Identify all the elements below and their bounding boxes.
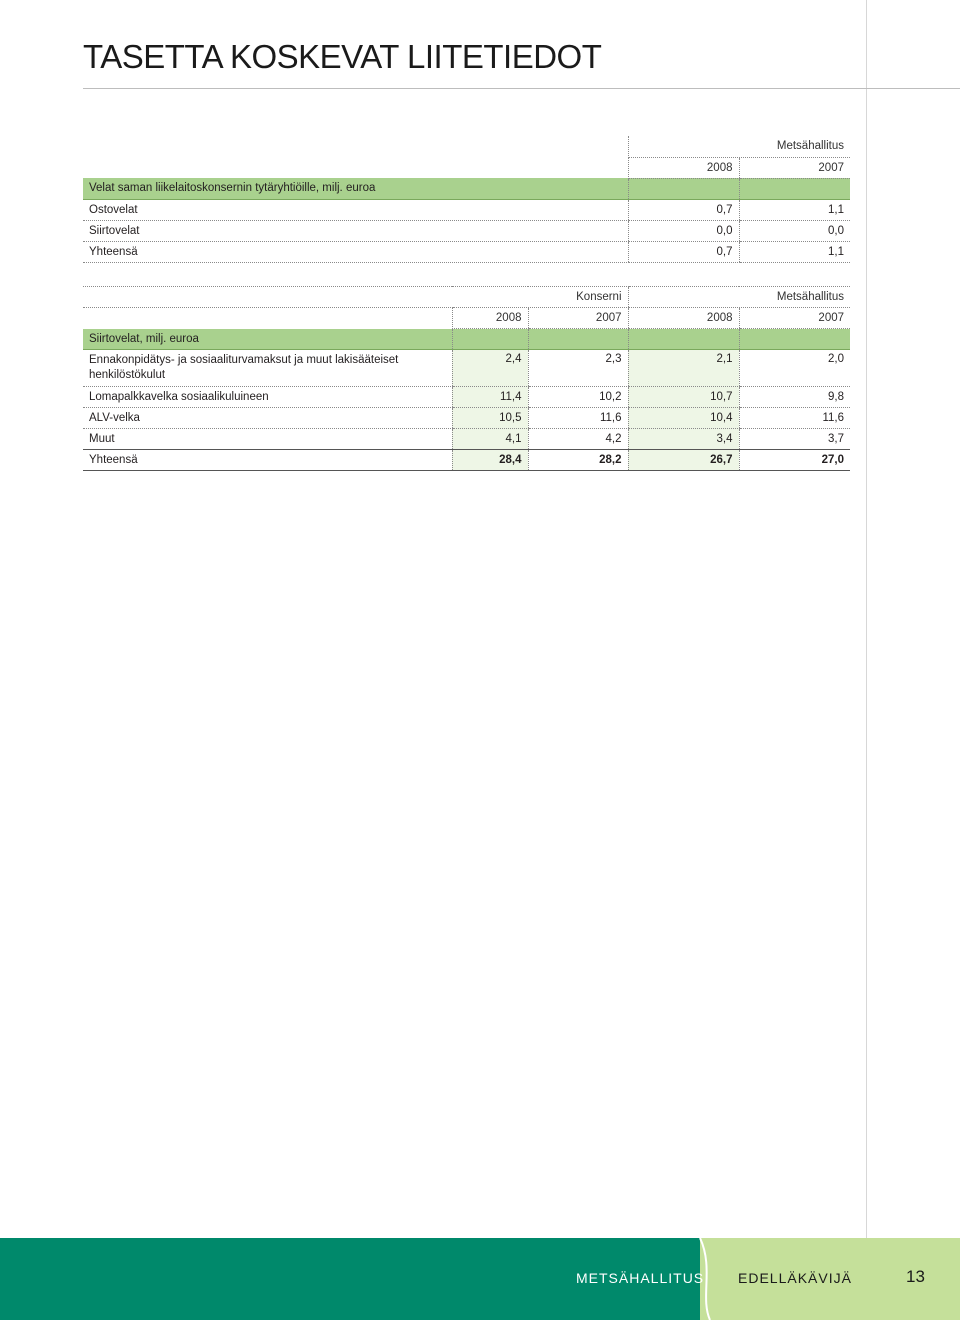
- table1-group-header-row: [83, 136, 850, 157]
- table1-year-row: [83, 157, 850, 178]
- table1-year-2007: 2007: [739, 157, 850, 178]
- table-row: Ennakonpidätys- ja sosiaaliturvamaksut ja muut lakisääteiset henkilöstökulut 2,4 2,3 2,1 2,0: [83, 350, 850, 387]
- page-title: TASETTA KOSKEVAT LIITETIEDOT: [83, 38, 602, 75]
- table-row: Ostovelat 0,7 1,1: [83, 199, 850, 220]
- table2-group-konserni: Konserni: [452, 287, 628, 308]
- footer-brand: METSÄHALLITUS: [576, 1270, 705, 1286]
- table-row: Lomapalkkavelka sosiaalikuluineen 11,4 10,2 10,7 9,8: [83, 387, 850, 408]
- table1-group-label: Metsähallitus: [628, 136, 850, 157]
- table2-group-header-row: [83, 287, 850, 308]
- page-number: 13: [906, 1267, 925, 1286]
- table-row: Yhteensä 0,7 1,1: [83, 241, 850, 262]
- table-row: Siirtovelat 0,0 0,0: [83, 220, 850, 241]
- table-group-debts: [83, 136, 850, 263]
- table2-heading: Siirtovelat, milj. euroa: [83, 329, 452, 350]
- right-margin-line: [866, 0, 867, 1238]
- table-accrued-liabilities: [83, 286, 850, 471]
- table-row: ALV-velka 10,5 11,6 10,4 11,6: [83, 408, 850, 429]
- footer-tagline: EDELLÄKÄVIJÄ: [738, 1270, 852, 1286]
- title-rule: [83, 88, 960, 89]
- table1-year-2008: 2008: [628, 157, 739, 178]
- table2-year-row: 2008 2007 2008 2007: [83, 308, 850, 329]
- table-row: Muut 4,1 4,2 3,4 3,7: [83, 429, 850, 450]
- table2-group-metsahallitus: Metsähallitus: [628, 287, 850, 308]
- table1-heading-row: [83, 178, 850, 199]
- table2-total-row: Yhteensä 28,4 28,2 26,7 27,0: [83, 450, 850, 471]
- table1-heading: Velat saman liikelaitoskonsernin tytäryhtiöille, milj. euroa: [83, 178, 628, 199]
- table2-heading-row: [83, 329, 850, 350]
